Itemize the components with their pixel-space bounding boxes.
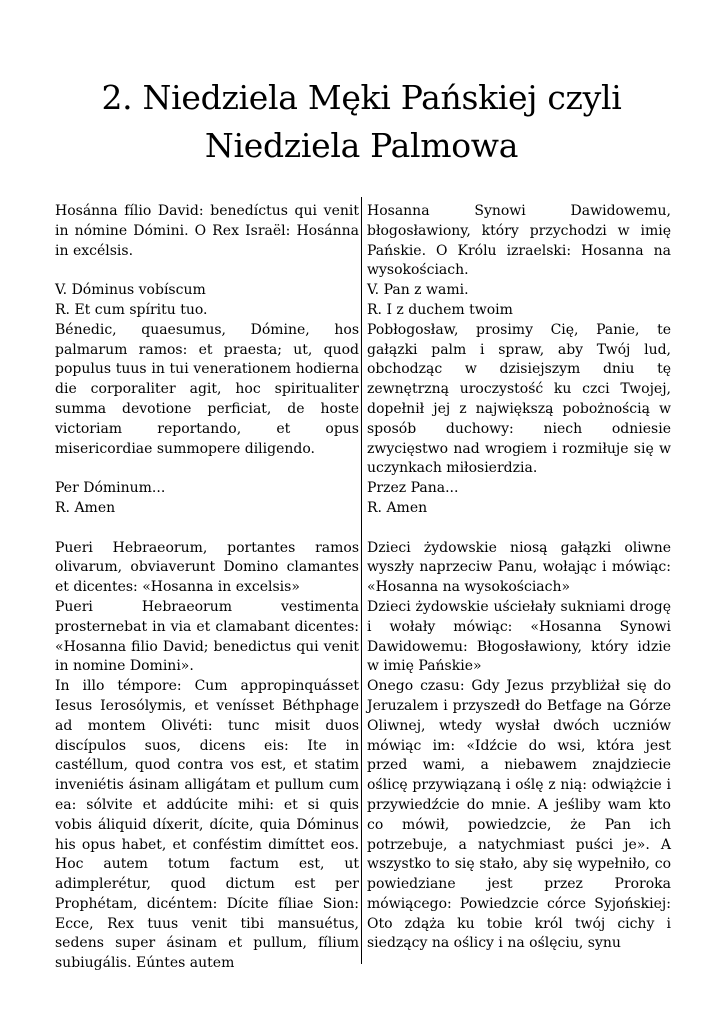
spacer (367, 519, 671, 539)
spacer (55, 459, 359, 479)
polish-gospel: Onego czasu: Gdy Jezus przybliżał się do Jeruzalem i przyszedł do Betfage na Górze Oliwnej, wtedy wysłał dwóch uczniów mówiąc im: «Idźcie do wsi, która jest przed wami, a niebawem znajdziecie oślicę przywiązaną i oślę z nią: odwiążcie i przywiedźcie do mnie. A jeśliby wam kto co mówił, powiedzcie, że Pan ich potrzebuje, a natychmiast puści je». A wszystko to się stało, aby się wypełniło, co powiedziane jest przez Proroka mówiącego: Powiedzcie córce Syjońskiej: Oto zdąża ku tobie król twój cichy i siedzący na oślicy i na oślęciu, synu (367, 678, 671, 952)
polish-antiphon-dzieci-2: Dzieci żydowskie uściełały sukniami drogę i wołały mówiąc: «Hosanna Synowi Dawidowemu: Błogosławiony, który idzie w imię Pańskie» (367, 598, 671, 675)
spacer (55, 519, 359, 539)
page-title-line-2: Niedziela Palmowa (204, 126, 519, 165)
polish-prayer: Pobłogosław, prosimy Cię, Panie, te gałązki palm i spraw, aby Twój lud, obchodząc w dzisiejszym dniu tę zewnętrzną uroczystość ku czci Twojej, dopełnił jej z największą pobożnością w sposób duchowy: niech odniesie zwycięstwo nad wrogiem i rozmiłuje się w uczynkach miłosierdzia. (367, 321, 671, 477)
polish-conclusion: Przez Pana... (367, 480, 459, 497)
latin-versicle: V. Dóminus vobíscum (55, 282, 206, 299)
latin-column (55, 202, 359, 974)
spacer (55, 261, 359, 281)
latin-amen: R. Amen (55, 499, 116, 516)
latin-antiphon-pueri-2: Pueri Hebraeorum vestimenta prosternebat in via et clamabant dicentes: «Hosanna filio David; benedictus qui venit in nomine Domini». (55, 598, 359, 675)
polish-column (367, 202, 671, 954)
polish-antiphon: Hosanna Synowi Dawidowemu, błogosławiony, który przychodzi w imię Pańskie. O Królu izraelski: Hosanna na wysokościach. (367, 203, 671, 279)
latin-response: R. Et cum spíritu tuo. (55, 301, 208, 318)
polish-antiphon-dzieci-1: Dzieci żydowskie niosą gałązki oliwne wyszły naprzeciw Panu, wołając i mówiąc: «Hosanna na wysokościach» (367, 539, 671, 596)
column-divider (361, 197, 362, 964)
latin-antiphon-pueri-1: Pueri Hebraeorum, portantes ramos olivarum, obviaverunt Domino clamantes et dicentes: «Hosanna in excelsis» (55, 539, 359, 596)
latin-conclusion: Per Dóminum... (55, 480, 166, 497)
latin-prayer: Bénedic, quaesumus, Dómine, hos palmarum ramos: et praesta; ut, quod populus tuus in tui venerationem hodierna die corporaliter agit, hoc spiritualiter summa devotione perficiat, de hoste victoriam reportando, et opus misericordiae summopere diligendo. (55, 321, 359, 457)
polish-amen: R. Amen (367, 499, 428, 516)
polish-response: R. I z duchem twoim (367, 301, 513, 318)
latin-gospel: In illo témpore: Cum appropinquásset Iesus Ierosólymis, et venísset Béthphage ad montem Olivéti: tunc misit duos discípulos suos, dicens eis: Ite in castéllum, quod contra vos est, et statim inveniétis ásinam alligátam et pullum cum ea: sólvite et addúcite mihi: et si quis vobis áliquid díxerit, dícite, quia Dóminus his opus habet, et conféstim dimíttet eos. Hoc autem totum factum est, ut adimplerétur, quod dictum est per Prophétam, dicéntem: Dícite fíliae Sion: Ecce, Rex tuus venit tibi mansuétus, sedens super ásinam et pullum, fílium subiugális. Eúntes autem (55, 678, 359, 972)
latin-antiphon: Hosánna fílio David: benedíctus qui venit in nómine Dómini. O Rex Israël: Hosánna in excélsis. (55, 203, 359, 259)
polish-versicle: V. Pan z wami. (367, 282, 469, 299)
page-title-line-1: 2. Niedziela Męki Pańskiej czyli (101, 78, 622, 117)
